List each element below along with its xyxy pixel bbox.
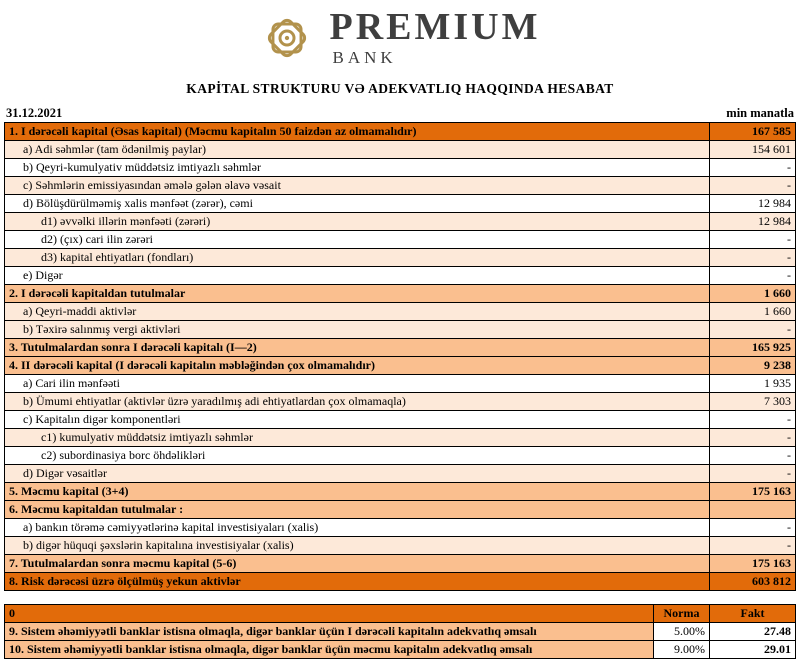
adequacy-table-body xyxy=(5,623,796,659)
capital-row-label: d) Bölüşdürülməmiş xalis mənfəət (zərər), cəmi xyxy=(5,195,710,213)
capital-row xyxy=(5,555,796,573)
adequacy-header-col0: 0 xyxy=(5,605,654,623)
capital-row-value: - xyxy=(710,249,796,267)
capital-row-value: - xyxy=(710,537,796,555)
capital-row-value: 175 163 xyxy=(710,555,796,573)
capital-row-label: 8. Risk dərəcəsi üzrə ölçülmüş yekun aktivlər xyxy=(5,573,710,591)
capital-row xyxy=(5,429,796,447)
capital-structure-table-body xyxy=(5,123,796,591)
capital-row xyxy=(5,267,796,285)
capital-row-value: 1 935 xyxy=(710,375,796,393)
capital-row-value: 175 163 xyxy=(710,483,796,501)
meta-row xyxy=(4,106,796,122)
capital-row-value: 7 303 xyxy=(710,393,796,411)
capital-row-label: 4. II dərəcəli kapital (I dərəcəli kapitalın məbləğindən çox olmamalıdır) xyxy=(5,357,710,375)
capital-row xyxy=(5,213,796,231)
capital-row-label: c) Kapitalın digər komponentləri xyxy=(5,411,710,429)
capital-row-label: b) digər hüquqi şəxslərin kapitalına investisiyalar (xalis) xyxy=(5,537,710,555)
capital-row-value: 12 984 xyxy=(710,213,796,231)
capital-row-value: 12 984 xyxy=(710,195,796,213)
capital-row-label: d3) kapital ehtiyatları (fondları) xyxy=(5,249,710,267)
premium-bank-logo xyxy=(260,8,541,68)
capital-row-value: - xyxy=(710,177,796,195)
capital-row-value: 1 660 xyxy=(710,303,796,321)
capital-row xyxy=(5,483,796,501)
capital-row xyxy=(5,303,796,321)
capital-row xyxy=(5,249,796,267)
adequacy-row-fakt: 27.48 xyxy=(710,623,796,641)
capital-row-value: - xyxy=(710,267,796,285)
adequacy-row-norma: 9.00% xyxy=(654,641,710,659)
capital-row-value: 603 812 xyxy=(710,573,796,591)
capital-row xyxy=(5,573,796,591)
capital-row-value: 167 585 xyxy=(710,123,796,141)
report-title: KAPİTAL STRUKTURU VƏ ADEKVATLIQ HAQQINDA HESABAT xyxy=(186,81,614,96)
capital-row-label: d) Digər vəsaitlər xyxy=(5,465,710,483)
capital-row-value: - xyxy=(710,519,796,537)
capital-row-label: a) Adi səhmlər (tam ödənilmiş paylar) xyxy=(5,141,710,159)
report-date: 31.12.2021 xyxy=(6,106,63,120)
capital-row xyxy=(5,411,796,429)
capital-row-value: 165 925 xyxy=(710,339,796,357)
capital-row xyxy=(5,357,796,375)
adequacy-row xyxy=(5,623,796,641)
capital-row-label: a) Qeyri-maddi aktivlər xyxy=(5,303,710,321)
adequacy-row xyxy=(5,641,796,659)
capital-row-label: d1) əvvəlki illərin mənfəəti (zərəri) xyxy=(5,213,710,231)
capital-row-label: 1. I dərəcəli kapital (Əsas kapital) (Məcmu kapitalın 50 faizdən az olmamalıdır) xyxy=(5,123,710,141)
capital-row-value: 154 601 xyxy=(710,141,796,159)
capital-row-value: - xyxy=(710,231,796,249)
capital-row-label: 3. Tutulmalardan sonra I dərəcəli kapitalı (I—2) xyxy=(5,339,710,357)
capital-row-label: 6. Məcmu kapitaldan tutulmalar : xyxy=(5,501,710,519)
capital-structure-table xyxy=(4,122,796,591)
capital-row xyxy=(5,501,796,519)
capital-row xyxy=(5,321,796,339)
capital-row-label: b) Qeyri-kumulyativ müddətsiz imtiyazlı səhmlər xyxy=(5,159,710,177)
capital-row xyxy=(5,123,796,141)
capital-row-label: e) Digər xyxy=(5,267,710,285)
capital-row-label: b) Təxirə salınmış vergi aktivləri xyxy=(5,321,710,339)
capital-row xyxy=(5,177,796,195)
adequacy-row-fakt: 29.01 xyxy=(710,641,796,659)
capital-row-value: - xyxy=(710,411,796,429)
capital-row xyxy=(5,519,796,537)
capital-row-value: 9 238 xyxy=(710,357,796,375)
adequacy-ratio-table xyxy=(4,604,796,659)
capital-row xyxy=(5,375,796,393)
capital-row-label: b) Ümumi ehtiyatlar (aktivlər üzrə yaradılmış adi ehtiyatlardan çox olmamaqla) xyxy=(5,393,710,411)
capital-row-value: - xyxy=(710,159,796,177)
bank-subtitle: BANK xyxy=(332,48,397,67)
report-unit: min manatla xyxy=(726,106,794,120)
adequacy-row-norma: 5.00% xyxy=(654,623,710,641)
capital-row xyxy=(5,195,796,213)
capital-row xyxy=(5,231,796,249)
capital-row-value: - xyxy=(710,321,796,339)
bank-name: PREMIUM xyxy=(329,6,541,48)
capital-row-label: c2) subordinasiya borc öhdəlikləri xyxy=(5,447,710,465)
logo-text xyxy=(330,8,541,68)
capital-row-value: - xyxy=(710,429,796,447)
logo-row xyxy=(4,6,796,72)
adequacy-header-fakt: Fakt xyxy=(710,605,796,623)
adequacy-row-label: 9. Sistem əhəmiyyətli banklar istisna olmaqla, digər banklar üçün I dərəcəli kapitalın adekvatlıq əmsalı xyxy=(5,623,654,641)
premium-bank-emblem-icon xyxy=(260,11,314,65)
capital-row-value: - xyxy=(710,447,796,465)
capital-row xyxy=(5,159,796,177)
capital-row xyxy=(5,141,796,159)
capital-row xyxy=(5,285,796,303)
capital-row-value xyxy=(710,501,796,519)
capital-row-label: a) bankın törəmə cəmiyyətlərinə kapital investisiyaları (xalis) xyxy=(5,519,710,537)
capital-row-label: 2. I dərəcəli kapitaldan tutulmalar xyxy=(5,285,710,303)
capital-row xyxy=(5,339,796,357)
adequacy-row-label: 10. Sistem əhəmiyyətli banklar istisna olmaqla, digər banklar üçün məcmu kapitalın adekvatlıq əmsalı xyxy=(5,641,654,659)
capital-row-label: c1) kumulyativ müddətsiz imtiyazlı səhmlər xyxy=(5,429,710,447)
adequacy-header-row xyxy=(5,605,796,623)
capital-row xyxy=(5,465,796,483)
capital-row-label: c) Səhmlərin emissiyasından əmələ gələn əlavə vəsait xyxy=(5,177,710,195)
capital-row-label: 5. Məcmu kapital (3+4) xyxy=(5,483,710,501)
capital-row xyxy=(5,537,796,555)
capital-row-value: - xyxy=(710,465,796,483)
capital-row-label: a) Cari ilin mənfəəti xyxy=(5,375,710,393)
capital-row xyxy=(5,447,796,465)
capital-row-value: 1 660 xyxy=(710,285,796,303)
capital-row-label: 7. Tutulmalardan sonra məcmu kapital (5-6) xyxy=(5,555,710,573)
capital-row xyxy=(5,393,796,411)
adequacy-header-norma: Norma xyxy=(654,605,710,623)
capital-row-label: d2) (çıx) cari ilin zərəri xyxy=(5,231,710,249)
